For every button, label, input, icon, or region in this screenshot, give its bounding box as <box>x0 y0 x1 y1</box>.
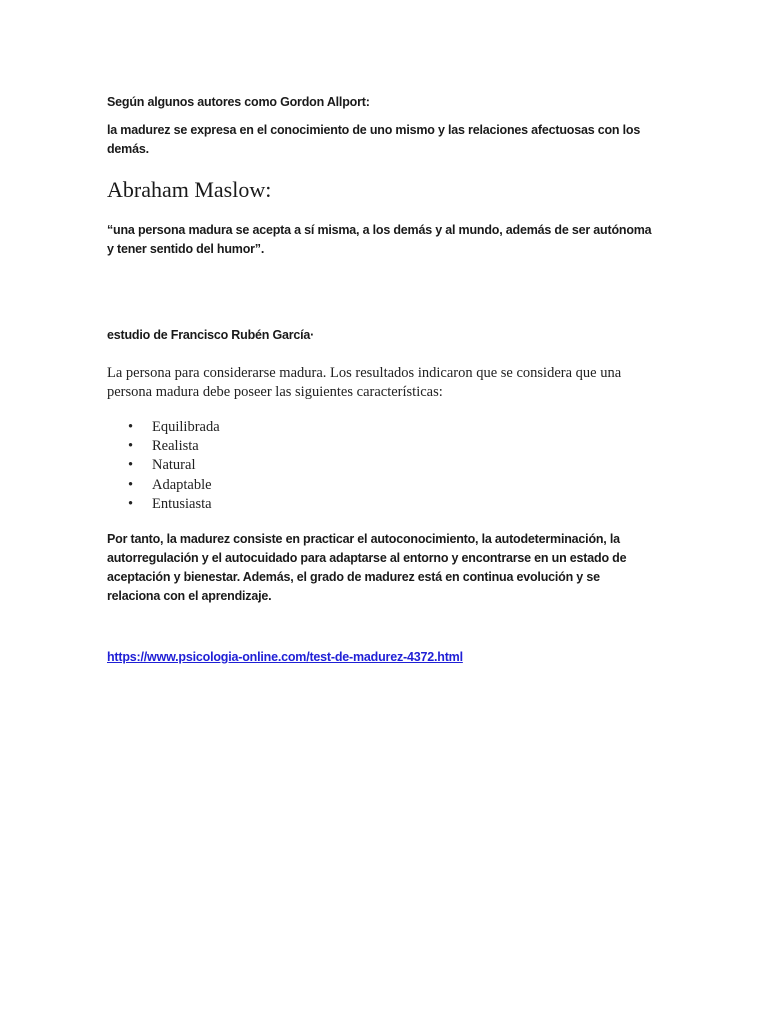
trait-item-realista <box>128 437 220 456</box>
maslow-heading: Abraham Maslow: <box>107 177 272 202</box>
allport-quote: la madurez se expresa en el conocimiento de uno mismo y las relaciones afectuosas con los demás. <box>107 123 641 156</box>
trait-label: Adaptable <box>152 476 212 493</box>
trait-label: Natural <box>152 457 196 474</box>
traits-list <box>128 418 220 514</box>
maslow-quote: “una persona madura se acepta a sí misma, a los demás y al mundo, además de ser autónoma y tener sentido del humor”. <box>107 223 652 256</box>
trait-item-entusiasta <box>128 495 220 514</box>
bullet-icon: • <box>128 419 134 435</box>
source-link[interactable]: https://www.psicologia-online.com/test-de-madurez-4372.html <box>107 650 463 664</box>
bullet-icon: • <box>128 438 134 455</box>
trait-label: Equilibrada <box>152 419 220 435</box>
trait-item-natural <box>128 456 220 475</box>
garcia-study-intro: estudio de Francisco Rubén García· <box>107 328 315 342</box>
allport-intro: Según algunos autores como Gordon Allport: <box>107 95 370 109</box>
bullet-icon: • <box>128 457 134 474</box>
garcia-study-paragraph: La persona para considerarse madura. Los resultados indicaron que se considera que una persona madura debe poseer las siguientes características: <box>107 365 622 400</box>
trait-item-equilibrada <box>128 418 220 437</box>
trait-label: Entusiasta <box>152 495 212 512</box>
trait-label: Realista <box>152 438 199 455</box>
trait-item-adaptable <box>128 476 220 495</box>
conclusion-paragraph: Por tanto, la madurez consiste en practicar el autoconocimiento, la autodeterminación, la autorregulación y el autocuidado para adaptarse al entorno y encontrarse en un estado de aceptación y bienestar. Además, el grado de madurez está en continua evolución y se relaciona con el aprendizaje. <box>107 532 627 603</box>
bullet-icon: • <box>128 476 134 493</box>
bullet-icon: • <box>128 495 134 512</box>
